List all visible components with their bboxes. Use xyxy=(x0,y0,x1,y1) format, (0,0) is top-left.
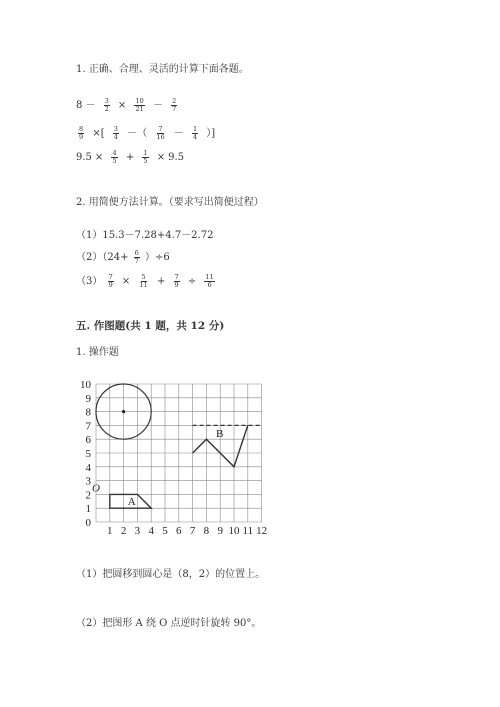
x-tick-label: 8 xyxy=(203,525,210,537)
expression-2: $\frac{8}{9}$ ×[ $\frac{3}{4}$ －（ $\frac{7}{16}$ － $\frac{1}{4}$ ）] xyxy=(79,125,216,141)
section5-title: 五. 作图题(共 1 题，共 12 分) xyxy=(76,320,225,332)
y-tick-label: 9 xyxy=(85,392,91,405)
fraction: $\frac{7}{16}$ xyxy=(156,125,165,141)
fraction: $\frac{7}{9}$ xyxy=(108,273,113,289)
fraction: $\frac{8}{9}$ xyxy=(79,125,84,141)
expr3-term: 9.5 xyxy=(76,152,92,163)
fraction: $\frac{3}{2}$ xyxy=(104,97,109,113)
shape-a-label: A xyxy=(127,496,136,509)
section2-heading: 2. 用简便方法计算。（要求写出简便过程） xyxy=(76,197,264,208)
y-tick-label: 5 xyxy=(85,448,91,460)
x-tick-label: 7 xyxy=(189,525,196,537)
fraction: $\frac{4}{5}$ xyxy=(112,149,117,165)
y-tick-label: 2 xyxy=(85,489,91,502)
x-tick-label: 9 xyxy=(217,525,223,537)
fraction: $\frac{1}{4}$ xyxy=(192,125,198,141)
x-tick-label: 4 xyxy=(148,525,154,537)
fraction: $\frac{10}{21}$ xyxy=(135,97,144,113)
x-tick-label: 11 xyxy=(242,525,254,537)
fraction: $\frac{3}{4}$ xyxy=(113,125,118,141)
y-tick-label: 1 xyxy=(85,503,91,516)
fraction: $\frac{1}{5}$ xyxy=(143,149,148,165)
y-tick-label: 4 xyxy=(85,461,91,474)
fraction: $\frac{11}{6}$ xyxy=(205,273,214,289)
x-tick-label: 10 xyxy=(228,525,240,537)
origin-label: O xyxy=(92,482,100,495)
section1-heading: 1. 正确、合理、灵活的计算下面各题。 xyxy=(76,64,249,75)
item-1: （1）15.3－7.28+4.7－2.72 xyxy=(76,230,214,241)
x-tick-label: 6 xyxy=(176,525,182,537)
item-2-tail: ）÷6 xyxy=(144,252,170,263)
y-tick-label: 3 xyxy=(85,475,91,488)
expr3-term: 9.5 xyxy=(168,152,185,163)
y-tick-label: 8 xyxy=(85,406,91,419)
expr1-term: 8 xyxy=(76,100,83,111)
item-3: （3） $\frac{7}{9}$ × $\frac{5}{11}$ + $\frac{7}{9}$ ÷ $\frac{11}{6}$ xyxy=(76,273,214,289)
x-tick-label: 3 xyxy=(134,525,141,537)
x-tick-label: 12 xyxy=(256,525,268,537)
question-2: （2）把图形 A 绕 O 点逆时针旋转 90°。 xyxy=(76,618,262,629)
item-3-label: （3） xyxy=(76,276,103,287)
fraction: $\frac{6}{7}$ xyxy=(134,249,139,265)
expression-1: 8 － $\frac{3}{2}$ × $\frac{10}{21}$ － $\frac{2}{7}$ xyxy=(76,97,177,113)
x-tick-label: 5 xyxy=(162,525,168,537)
circle-center-dot xyxy=(122,410,125,413)
fraction: $\frac{2}{7}$ xyxy=(172,97,177,113)
expression-3: 9.5 × $\frac{4}{5}$ + $\frac{1}{5}$ × 9.5 xyxy=(76,149,185,165)
y-tick-label: 0 xyxy=(85,517,91,529)
y-tick-label: 7 xyxy=(85,420,91,433)
y-tick-label: 6 xyxy=(85,434,91,447)
item-2-label: （2）（24+ xyxy=(76,252,129,263)
x-tick-label: 1 xyxy=(107,525,113,537)
x-tick-label: 2 xyxy=(120,525,127,537)
shape-b-label: B xyxy=(216,428,224,441)
y-tick-label: 10 xyxy=(80,379,91,391)
section5-sub: 1. 操作题 xyxy=(76,347,119,358)
question-1: （1）把圆移到圆心是（8，2）的位置上。 xyxy=(76,569,266,580)
fraction: $\frac{7}{9}$ xyxy=(174,273,179,289)
fraction: $\frac{5}{11}$ xyxy=(139,273,148,289)
